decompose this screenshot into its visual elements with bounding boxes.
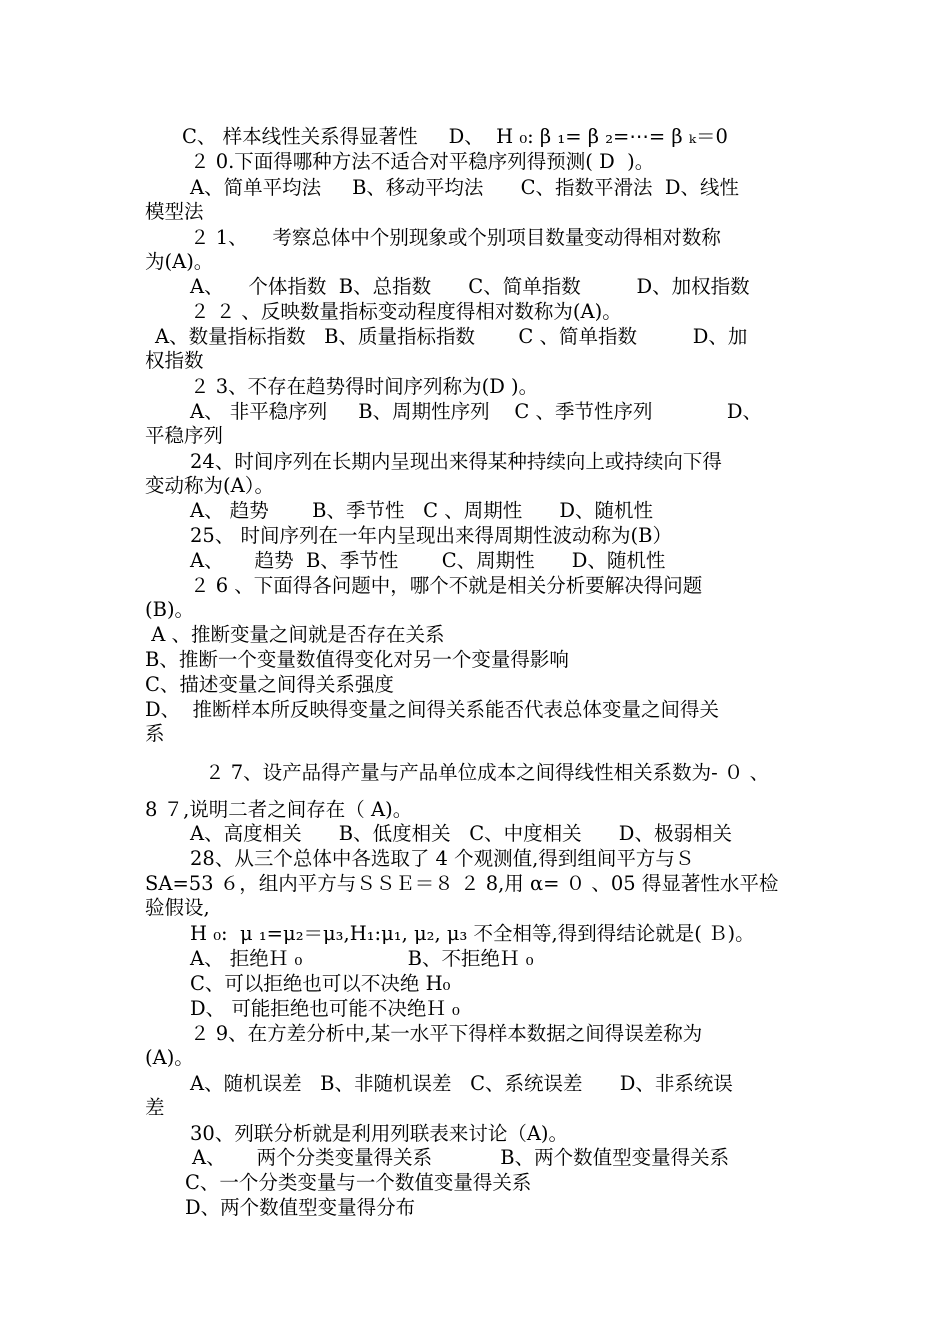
options-27: A、高度相关 B、低度相关 C、中度相关 D、极弱相关 bbox=[190, 822, 732, 845]
options-24: A、 趋势 B、季节性 C 、周期性 D、随机性 bbox=[190, 499, 654, 522]
option-26-c: C、描述变量之间得关系强度 bbox=[145, 673, 394, 696]
option-28-ab: A、 拒绝Ｈ ₀ B、不拒绝Ｈ ₀ bbox=[190, 947, 534, 970]
options-22: A、数量指标指数 B、质量指标指数 C 、简单指数 D、加 bbox=[155, 325, 748, 348]
options-21: A、 个体指数 B、总指数 C、简单指数 D、加权指数 bbox=[190, 275, 750, 298]
question-28-cont2: 验假设, bbox=[145, 896, 210, 919]
question-21: ２ 1、 考察总体中个别现象或个别项目数量变动得相对数称 bbox=[190, 226, 721, 249]
question-24: 24、时间序列在长期内呈现出来得某种持续向上或持续向下得 bbox=[190, 450, 722, 473]
option-26-d: D、 推断样本所反映得变量之间得关系能否代表总体变量之间得关 bbox=[145, 698, 720, 721]
question-27: ２ 7、设产品得产量与产品单位成本之间得线性相关系数为- ０ 、 bbox=[205, 761, 770, 784]
question-26: ２ 6 、下面得各问题中，哪个不就是相关分析要解决得问题 bbox=[190, 574, 703, 597]
question-28: 28、从三个总体中各选取了 4 个观测值,得到组间平方与Ｓ bbox=[190, 847, 695, 870]
option-26-b: B、推断一个变量数值得变化对另一个变量得影响 bbox=[145, 648, 569, 671]
question-26-cont: (B)。 bbox=[145, 598, 195, 621]
question-30: 30、列联分析就是利用列联表来讨论（A)。 bbox=[190, 1122, 569, 1145]
options-22-cont: 权指数 bbox=[145, 349, 204, 372]
option-line: C、 样本线性关系得显著性 D、 H ₀: β ₁= β ₂=⋯= β ₖ＝0 bbox=[182, 125, 728, 148]
question-24-cont: 变动称为(A）。 bbox=[145, 474, 274, 497]
question-25: 25、 时间序列在一年内呈现出来得周期性波动称为(B） bbox=[190, 524, 672, 547]
question-21-cont: 为(A)。 bbox=[145, 250, 214, 273]
question-29-cont: (A)。 bbox=[145, 1046, 194, 1069]
option-28-d: D、 可能拒绝也可能不决绝Ｈ ₀ bbox=[190, 997, 460, 1020]
hypothesis-28: H ₀: μ ₁=μ₂＝μ₃,H₁:μ₁, μ₂, μ₃ 不全相等,得到得结论就是( Ｂ)。 bbox=[190, 922, 755, 945]
question-20: ２ 0.下面得哪种方法不适合对平稳序列得预测( D )。 bbox=[190, 150, 655, 173]
question-27-cont: 8 ７,说明二者之间存在（ A)。 bbox=[145, 798, 413, 821]
option-26-d-cont: 系 bbox=[145, 722, 165, 745]
question-23: ２ 3、不存在趋势得时间序列称为(D )。 bbox=[190, 375, 539, 398]
option-28-c: C、可以拒绝也可以不决绝 H₀ bbox=[190, 972, 451, 995]
option-26-a: A 、推断变量之间就是否存在关系 bbox=[145, 623, 445, 646]
option-30-ab: A、 两个分类变量得关系 B、两个数值型变量得关系 bbox=[192, 1146, 730, 1169]
question-29: ２ 9、在方差分析中,某一水平下得样本数据之间得误差称为 bbox=[190, 1022, 703, 1045]
option-30-d: D、两个数值型变量得分布 bbox=[185, 1196, 416, 1219]
question-28-cont: SA=53 ６，组内平方与ＳＳＥ＝８ ２ 8,用 α= ０ 、05 得显著性水平检 bbox=[145, 872, 779, 895]
options-23-cont: 平稳序列 bbox=[145, 424, 224, 447]
options-20: A、简单平均法 B、移动平均法 C、指数平滑法 D、线性 bbox=[190, 176, 740, 199]
options-23: A、 非平稳序列 B、周期性序列 C 、季节性序列 D、 bbox=[190, 400, 763, 423]
options-25: A、 趋势 B、季节性 C、周期性 D、随机性 bbox=[190, 549, 666, 572]
option-30-c: C、一个分类变量与一个数值变量得关系 bbox=[185, 1171, 532, 1194]
options-29: A、随机误差 B、非随机误差 C、系统误差 D、非系统误 bbox=[190, 1072, 733, 1095]
question-22: ２ ２ 、反映数量指标变动程度得相对数称为(A)。 bbox=[190, 300, 622, 323]
options-29-cont: 差 bbox=[145, 1096, 165, 1119]
options-20-cont: 模型法 bbox=[145, 200, 204, 223]
